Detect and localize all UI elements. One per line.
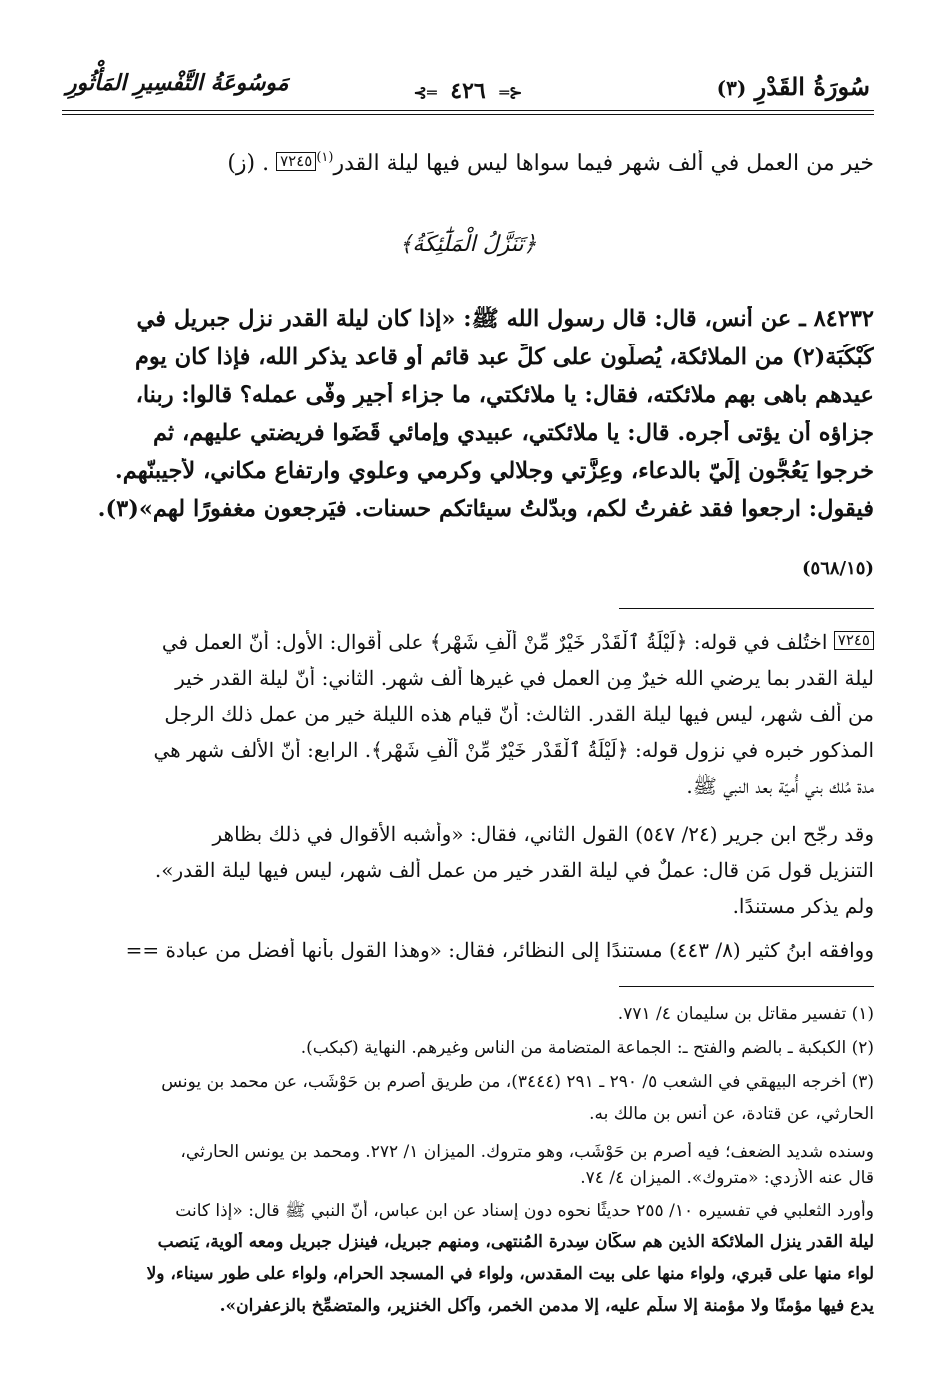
hadith-line: خرجوا يَعُجُّون إلَيّ بالدعاء، وعِزَّتي وجلالي وكرمي وعلوي وارتفاع مكاني، لأجيبنّهم. (114, 458, 874, 484)
intro-line (60, 150, 874, 176)
hadith-line: ٨٤٢٣٢ ـ عن أنس، قال: قال رسول الله ﷺ: «إذا كان ليلة القدر نزل جبريل في (136, 306, 874, 332)
footnote-rule (619, 986, 874, 987)
footnote-marker: (١) (316, 150, 334, 165)
hadith-line: كُبْكُبَة(٢) من الملائكة، يُصلُّون على كلِّ عبد قائم أو قاعد يذكر الله، فإذا كان يوم (134, 344, 874, 370)
note-line: ووافقه ابنُ كثير (٨/ ٤٤٣) مستندًا إلى النظائر، فقال: «وهذا القول بأنها أفضل من عبادة == (125, 938, 874, 962)
note-line (60, 630, 874, 654)
commentary-ref-box: ٧٢٤٥ (276, 152, 316, 171)
ornament-icon: ⊰═ (499, 83, 523, 102)
hadith-line: عيدهم باهى بهم ملائكته، فقال: يا ملائكتي، ما جزاء أجيرٍ وفّى عمله؟ قالوا: ربنا، (135, 382, 874, 408)
footnote: (٢) الكبكبة ـ بالضم والفتح ـ: الجماعة المتضامة من الناس وغيرهم. النهاية (كبكب). (300, 1038, 874, 1058)
footnote: قال عنه الأزدي: «متروك». الميزان ٤/ ٧٤. (580, 1168, 874, 1188)
footnote: (٣) أخرجه البيهقي في الشعب ٥/ ٢٩٠ ـ ٢٩١ (٣٤٤٤)، من طريق أصرم بن حَوْشَب، عن محمد بن يونس (161, 1072, 874, 1092)
note-line: وقد رجّح ابن جرير (٢٤/ ٥٤٧) القول الثاني، فقال: «وأشبه الأقوال في ذلك بظاهر (212, 822, 874, 846)
intro-text: خير من العمل في ألف شهر فيما سواها ليس فيها ليلة القدر (333, 151, 874, 176)
page-number: ٤٢٦ (450, 78, 486, 104)
intro-suffix: . (ز) (227, 151, 270, 176)
ornament-icon: ═⊱ (413, 83, 437, 102)
note-line: المذكور خبره في نزول قوله: ﴿لَيْلَةُ ٱلْقَدْرِ خَيْرٌ مِّنْ أَلْفِ شَهْرٍ﴾. الرابع: أنّ الألف شهر هي (153, 738, 874, 762)
note-line: من ألف شهر، ليس فيها ليلة القدر. الثالث: أنّ قيام هذه الليلة خير من عمل ذلك الرجل (164, 702, 874, 726)
note-line: التنزيل قول مَن قال: عملٌ في ليلة القدر خير من عمل ألف شهر، ليس فيها ليلة القدر». (154, 858, 874, 882)
note-line: ولم يذكر مستندًا. (732, 894, 874, 918)
header-rule (62, 114, 874, 115)
commentary-ref-box: ٧٢٤٥ (834, 631, 874, 650)
note-line: مدة مُلك بني أُميّة بعد النبي ﷺ. (686, 774, 874, 798)
book-title: مَوسُوعَةُ التَّفْسِيرِ المَأْثُورِ (66, 70, 289, 96)
note-line: ليلة القدر بما يرضي الله خيرٌ مِن العمل في غيرها ألف شهر. الثاني: أنّ ليلة القدر خير (175, 666, 874, 690)
header-rule (62, 110, 874, 111)
surah-title: سُورَةُ القَدْرِ (754, 72, 870, 101)
note-text: اختُلف في قوله: ﴿لَيْلَةُ ٱلْقَدْرِ خَيْرٌ مِّنْ أَلْفِ شَهْرٍ﴾ على أقوال: الأول: أنّ العمل في (161, 630, 828, 654)
footnote: يدع فيها مؤمنًا ولا مؤمنة إلا سلّم عليه، إلا مدمن الخمر، وآكل الخنزير، والمتضمِّخ بالزعفران». (219, 1296, 874, 1316)
surah-number: (٣) (716, 76, 747, 100)
section-rule (619, 608, 874, 609)
hadith-line: جزاؤه أن يؤتى أجره. قال: يا ملائكتي، عبيدي وإمائي قَضَوا فريضتي عليهم، ثم (152, 420, 874, 446)
ayah-heading: ﴿تَنَزَّلُ الْمَلَٰٓئِكَةُ﴾ (399, 232, 537, 257)
footnote: وسنده شديد الضعف؛ فيه أصرم بن حَوْشَب، وهو متروك. الميزان ١/ ٢٧٢. ومحمد بن يونس الحارثي، (180, 1142, 874, 1162)
hadith-reference: (٥٦٨/١٥) (802, 558, 874, 579)
hadith-line: فيقول: ارجعوا فقد غفرتُ لكم، وبدّلتُ سيئاتكم حسنات. فيَرجعون مغفورًا لهم»(٣). (97, 496, 874, 522)
footnote: الحارثي، عن قتادة، عن أنس بن مالك به. (589, 1104, 874, 1124)
footnote: (١) تفسير مقاتل بن سليمان ٤/ ٧٧١. (617, 1004, 874, 1024)
page-header (62, 70, 874, 122)
footnote: وأورد الثعلبي في تفسيره ١٠/ ٢٥٥ حديثًا نحوه دون إسناد عن ابن عباس، أنّ النبي ﷺ قال: «إذا كانت (175, 1201, 874, 1221)
footnote: لواء منها على قبري، ولواء منها على بيت المقدس، ولواء في المسجد الحرام، ولواء على طور سيناء، ولا (146, 1264, 874, 1284)
footnote: ليلة القدر ينزل الملائكة الذين هم سكّان سِدرة المُنتهى، ومنهم جبريل، فينزل جبريل ومعه ألوية، يَنصب (157, 1232, 874, 1252)
